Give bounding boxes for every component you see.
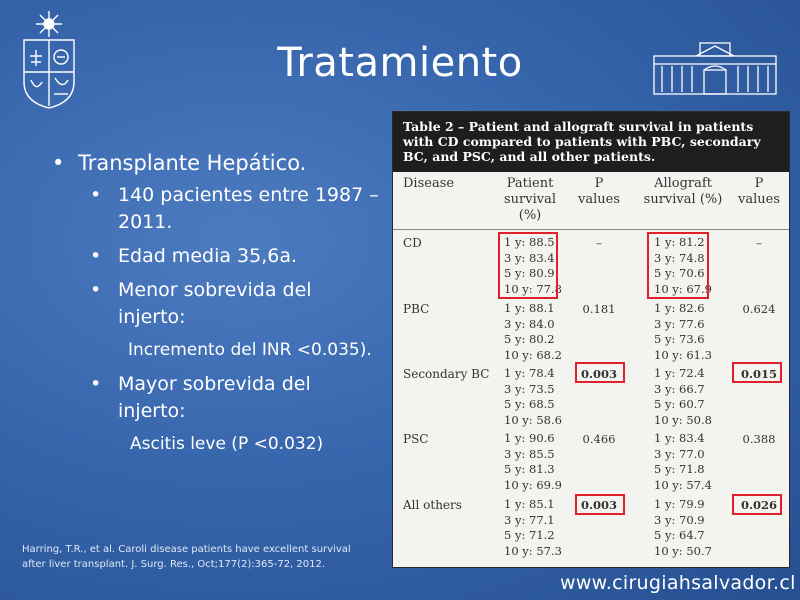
cd-p-value-2: – bbox=[756, 236, 762, 250]
citation: Harring, T.R., et al. Caroli disease patients have excellent survival after liver transplant. J. Surg. Res., Oct;177(2):365-72, 2012. bbox=[22, 544, 351, 570]
survival-table bbox=[393, 112, 789, 567]
cd-p-value-1: – bbox=[596, 236, 602, 250]
highlight-cd-allograft bbox=[647, 232, 709, 299]
secondary-bc-allograft-survival: 1 y: 72.4 3 y: 66.7 5 y: 60.7 10 y: 50.8 bbox=[654, 366, 712, 427]
sub-ascitis: Ascitis leve (P <0.032) bbox=[130, 434, 324, 454]
highlight-all-others-p2 bbox=[732, 494, 782, 515]
disease-all-others: All others bbox=[403, 498, 462, 512]
header-disease: Disease bbox=[403, 176, 455, 191]
disease-cd: CD bbox=[403, 236, 422, 250]
psc-p-value-2: 0.388 bbox=[742, 432, 776, 446]
disease-secondary-bc: Secondary BC bbox=[403, 367, 490, 381]
bullet-mean-age: • Edad media 35,6a. bbox=[90, 243, 380, 270]
cd-patient-survival: 1 y: 88.5 3 y: 83.4 5 y: 80.9 10 y: 77.8 bbox=[504, 235, 562, 296]
psc-patient-survival: 1 y: 90.6 3 y: 85.5 5 y: 81.3 10 y: 69.9 bbox=[504, 431, 562, 492]
disease-pbc: PBC bbox=[403, 302, 430, 316]
footer-url[interactable]: www.cirugiahsalvador.cl bbox=[560, 572, 796, 594]
bullet-main: • Transplante Hepático. bbox=[50, 148, 380, 178]
table-caption: Table 2 – Patient and allograft survival in patients with CD compared to patients with PBC, secondary BC, and PSC, and all other patients. bbox=[393, 112, 789, 172]
sub-inr: Incremento del INR <0.035). bbox=[128, 340, 372, 360]
cd-allograft-survival: 1 y: 81.2 3 y: 74.8 5 y: 70.6 10 y: 67.9 bbox=[654, 235, 712, 296]
header-p-values-1: P values bbox=[578, 176, 620, 207]
header-rule bbox=[393, 229, 789, 230]
header-patient-survival: Patient survival (%) bbox=[503, 176, 556, 223]
highlight-cd-patient bbox=[498, 232, 558, 299]
pbc-p-value-1: 0.181 bbox=[582, 302, 616, 316]
pbc-p-value-2: 0.624 bbox=[742, 302, 776, 316]
secondary-bc-patient-survival: 1 y: 78.4 3 y: 73.5 5 y: 68.5 10 y: 58.6 bbox=[504, 366, 562, 427]
slide-title: Tratamiento bbox=[277, 40, 523, 86]
all-others-allograft-survival: 1 y: 79.9 3 y: 70.9 5 y: 64.7 10 y: 50.7 bbox=[654, 497, 712, 558]
pbc-allograft-survival: 1 y: 82.6 3 y: 77.6 5 y: 73.6 10 y: 61.3 bbox=[654, 301, 712, 362]
highlight-secondary-bc-p2 bbox=[732, 362, 782, 383]
header-p-values-2: P values bbox=[738, 176, 780, 207]
secondary-bc-p-value-1: 0.003 bbox=[580, 367, 617, 381]
psc-allograft-survival: 1 y: 83.4 3 y: 77.0 5 y: 71.8 10 y: 57.4 bbox=[654, 431, 712, 492]
all-others-p-value-1: 0.003 bbox=[580, 498, 617, 512]
pbc-patient-survival: 1 y: 88.1 3 y: 84.0 5 y: 80.2 10 y: 68.2 bbox=[504, 301, 562, 362]
highlight-secondary-bc-p1 bbox=[575, 362, 625, 383]
bullet-higher-graft-survival: • Mayor sobrevida del injerto: bbox=[90, 371, 380, 425]
bullet-patients: • 140 pacientes entre 1987 – 2011. bbox=[90, 182, 380, 236]
all-others-p-value-2: 0.026 bbox=[740, 498, 777, 512]
secondary-bc-p-value-2: 0.015 bbox=[740, 367, 777, 381]
header-allograft-survival: Allograft survival (%) bbox=[643, 176, 723, 207]
disease-psc: PSC bbox=[403, 432, 429, 446]
all-others-patient-survival: 1 y: 85.1 3 y: 77.1 5 y: 71.2 10 y: 57.3 bbox=[504, 497, 562, 558]
psc-p-value-1: 0.466 bbox=[582, 432, 616, 446]
bullet-lower-graft-survival: • Menor sobrevida del injerto: bbox=[90, 277, 380, 331]
bullet-list bbox=[50, 148, 380, 457]
highlight-all-others-p1 bbox=[575, 494, 625, 515]
